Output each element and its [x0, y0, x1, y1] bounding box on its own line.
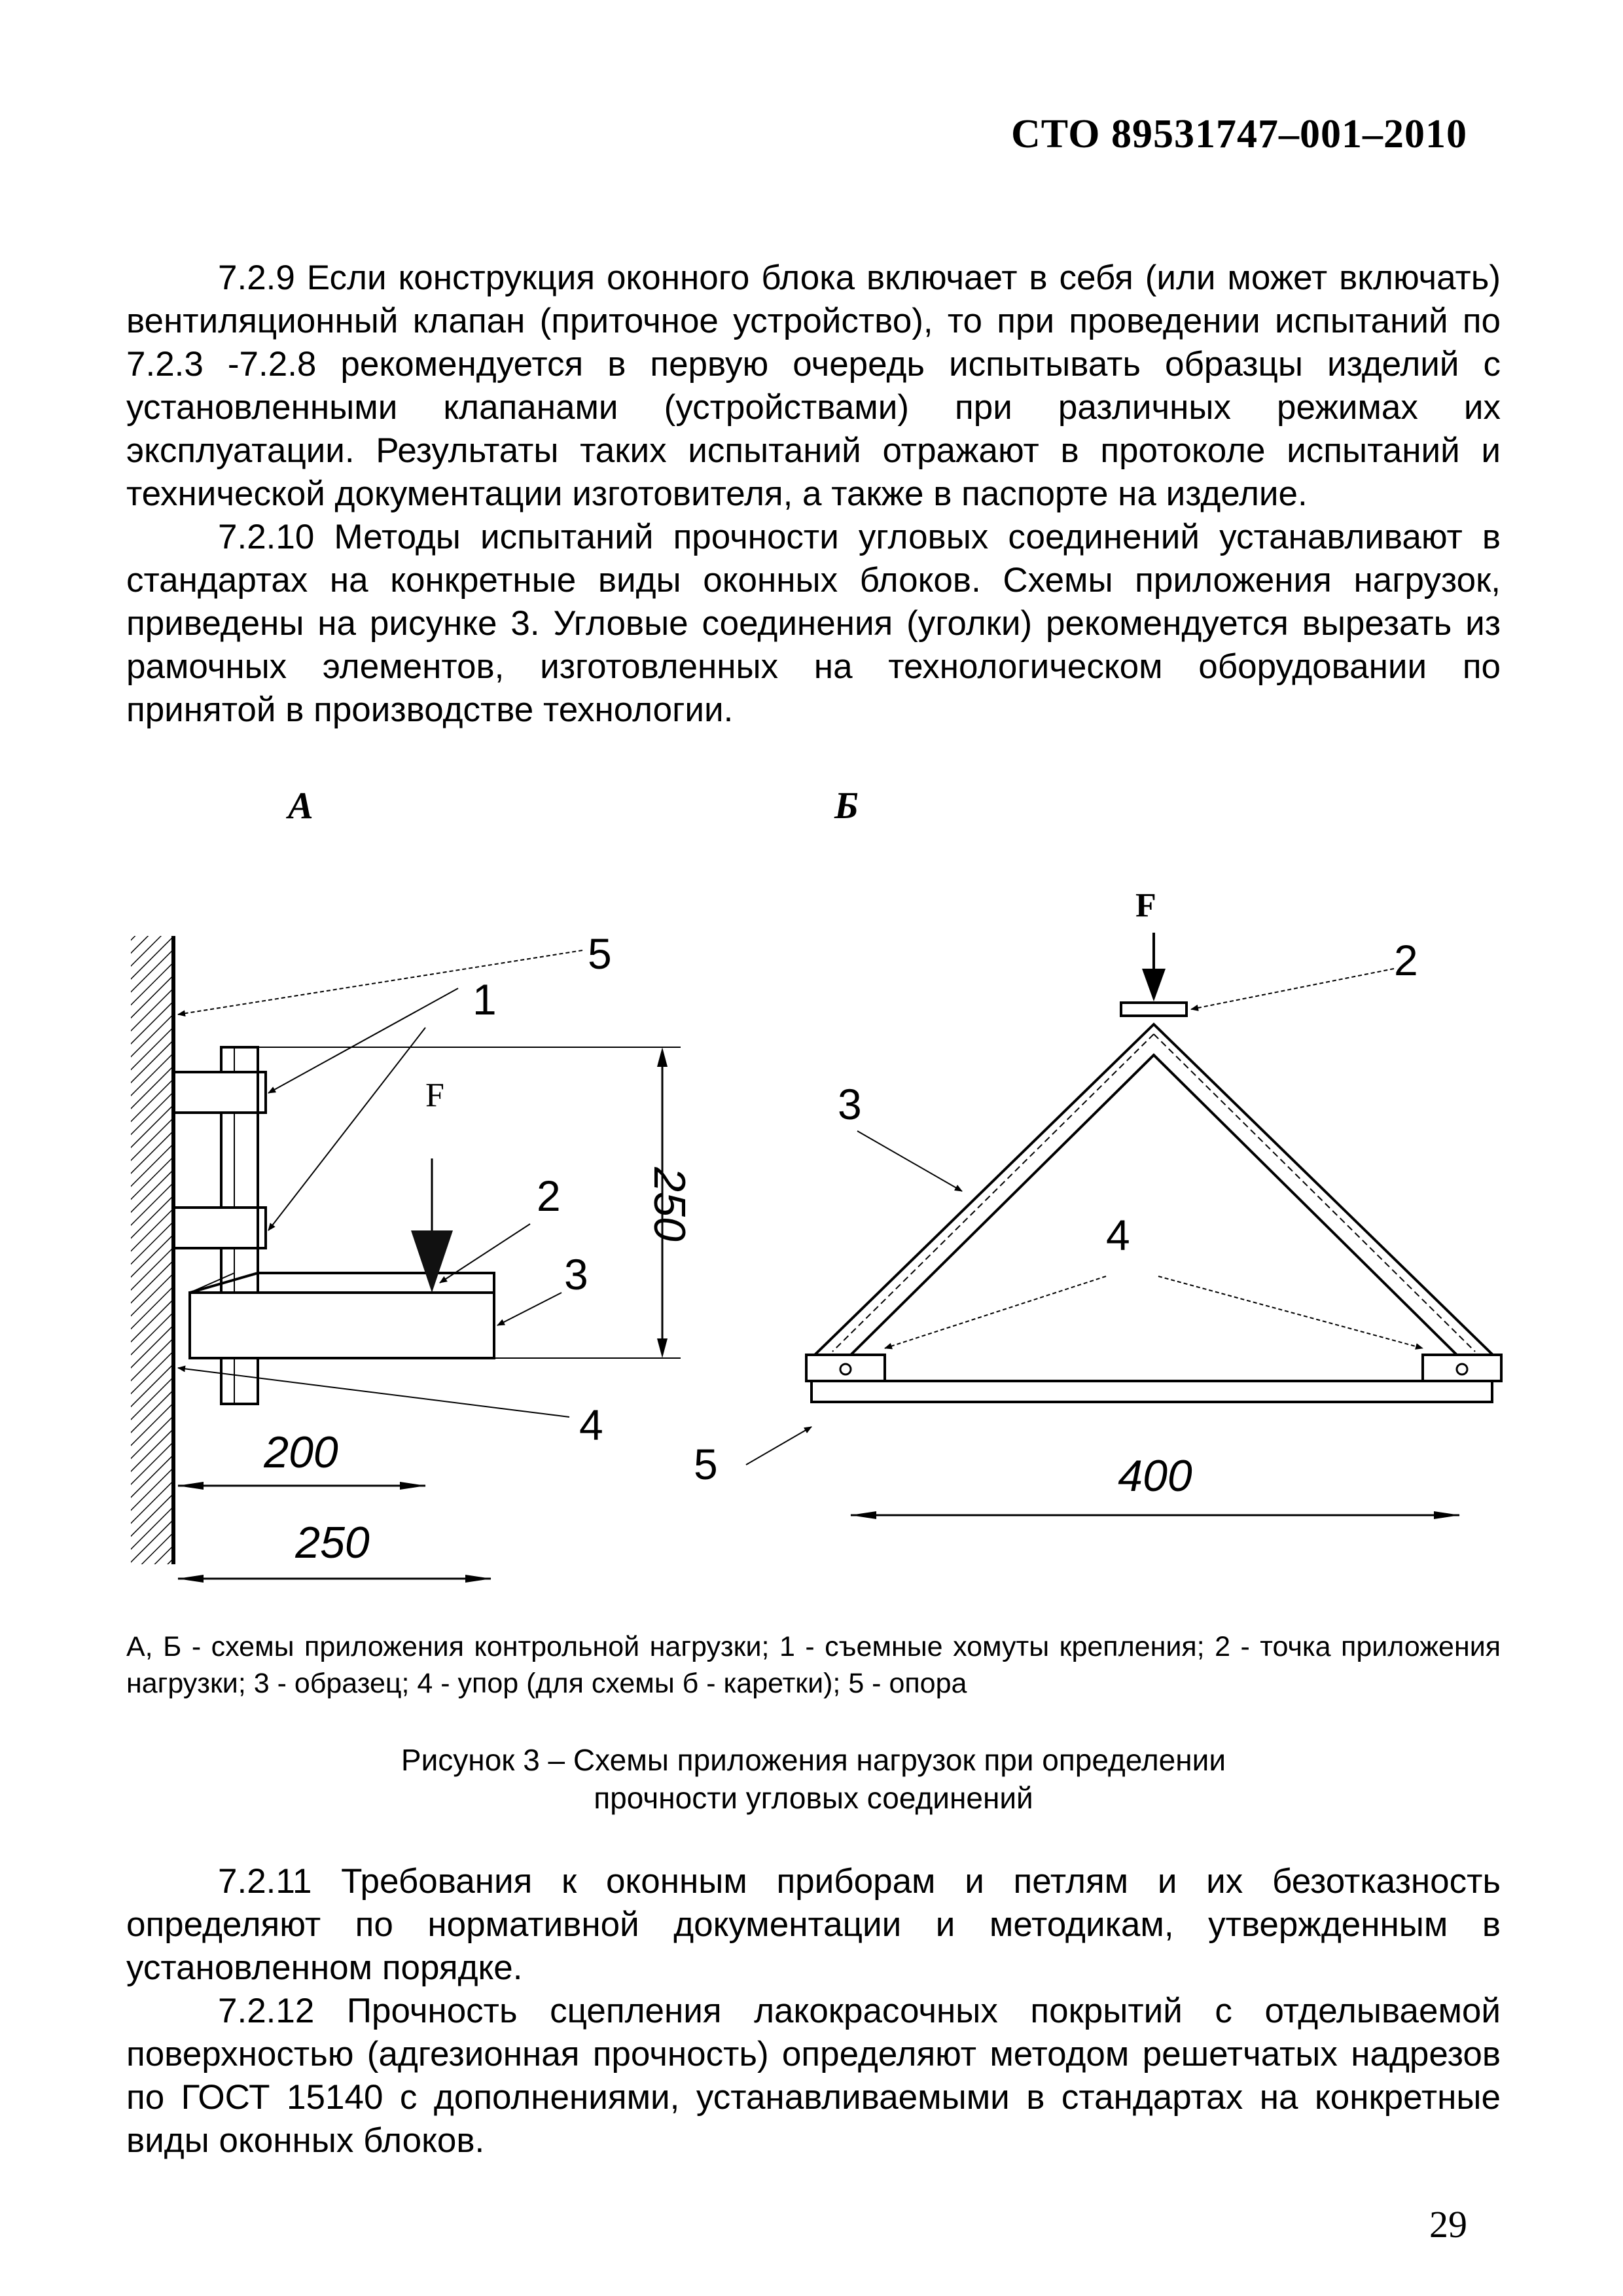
scheme-a-title: А — [288, 784, 313, 827]
document-number: СТО 89531747–001–2010 — [1010, 112, 1467, 156]
paragraph-7-2-11: 7.2.11 Требования к оконным приборам и петлям и их безотказность определяют по нормативной документации и методикам, утвержденным в установленном порядке. — [126, 1862, 1501, 1987]
figure-caption — [126, 1741, 1501, 1817]
paragraph-7-2-12: 7.2.12 Прочность сцепления лакокрасочных покрытий с отделываемой поверхностью (адгезионная прочность) определяют методом решетчатых надрезов по ГОСТ 15140 с дополнениями, устанавливаемыми в стандартах на конкретные виды оконных блоков. — [126, 1992, 1501, 2160]
clamp-top — [174, 1072, 266, 1113]
force-arrow-b — [1142, 969, 1166, 1001]
scheme-b-label-2: 2 — [1394, 936, 1418, 984]
scheme-a-label-3: 3 — [564, 1250, 588, 1299]
page-number: 29 — [1429, 2203, 1467, 2246]
scheme-b-label-4: 4 — [1106, 1211, 1130, 1259]
scheme-b-title: Б — [834, 784, 859, 827]
scheme-a-dim-width-inner: 200 — [264, 1427, 338, 1477]
paragraph-7-2-10: 7.2.10 Методы испытаний прочности угловых соединений устанавливают в стандартах на конкретные виды оконных блоков. Схемы приложения нагрузок, приведены на рисунке 3. Угловые соединения (уголки) рекомендуется вырезать из рамочных элементов, изготовленных на технологическом оборудовании по принятой в производстве технологии. — [126, 518, 1501, 729]
scheme-a — [131, 784, 694, 1579]
scheme-a-dim-width-outer: 250 — [295, 1518, 370, 1568]
scheme-b-dim-span: 400 — [1118, 1451, 1192, 1501]
scheme-a-force-label: F — [425, 1077, 444, 1114]
scheme-b-label-5: 5 — [694, 1440, 718, 1488]
scheme-b-force-label: F — [1135, 887, 1156, 924]
scheme-a-label-2: 2 — [537, 1172, 561, 1220]
load-pad — [1121, 1003, 1186, 1016]
scheme-b — [694, 784, 1501, 1515]
wall-hatch — [131, 936, 171, 1564]
clamp-bottom — [174, 1208, 266, 1248]
scheme-a-label-5: 5 — [588, 929, 612, 978]
sample-triangle — [815, 1024, 1493, 1355]
figure-caption-line-2: прочности угловых соединений — [594, 1781, 1033, 1815]
figure-caption-line-1: Рисунок 3 – Схемы приложения нагрузок при определении — [401, 1743, 1226, 1777]
scheme-b-label-3: 3 — [838, 1080, 862, 1128]
scheme-a-label-1: 1 — [473, 975, 497, 1024]
base-support — [812, 1381, 1492, 1402]
scheme-a-dim-height: 250 — [645, 1167, 694, 1242]
figure-legend: А, Б - схемы приложения контрольной нагрузки; 1 - съемные хомуты крепления; 2 - точка приложения нагрузки; 3 - образец; 4 - упор (для схемы б - каретки); 5 - опора — [126, 1631, 1501, 1699]
paragraph-7-2-9: 7.2.9 Если конструкция оконного блока включает в себя (или может включать) вентиляционный клапан (приточное устройство), то при проведении испытаний по 7.2.3 -7.2.8 рекомендуется в первую очередь испытывать образцы изделий с установленными клапанами (устройствами) при различных режимах их эксплуатации. Результаты таких испытаний отражают в протоколе испытаний и технической документации изготовителя, а также в паспорте на изделие. — [126, 259, 1501, 513]
figure-3-load-schemes — [0, 772, 1623, 1597]
scheme-a-label-4: 4 — [579, 1401, 603, 1449]
